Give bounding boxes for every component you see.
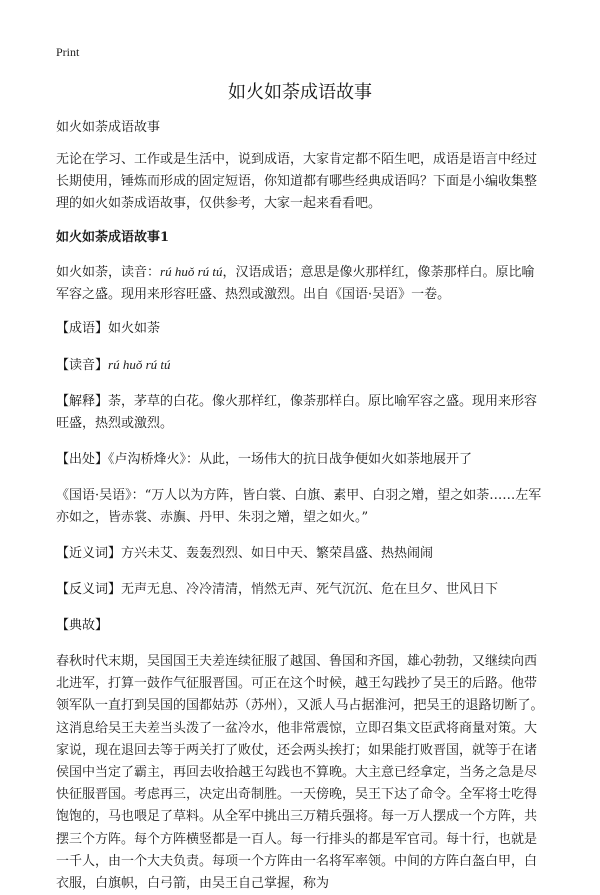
jieshi-line (56, 391, 546, 435)
chengyu-value: 如火如荼 (108, 321, 161, 336)
chuchu-line (56, 449, 546, 471)
page-title: 如火如荼成语故事 (228, 82, 372, 103)
story-paragraph: 春秋时代末期，吴国国王夫差连续征服了越国、鲁国和齐国，雄心勃勃，又继续向西北进军，打算一鼓作气征服晋国。可正在这个时候，越王勾践抄了吴王的后路。他带领军队一直打到吴国的国都姑苏（苏州），又派人马占据淮河，把吴王的退路切断了。这消息给吴王夫差当头泼了一盆冷水，他非常震惊，立即召集文臣武将商量对策。大家说，现在退回去等于两关打了败仗，还会两头挨打；如果能打败晋国，就等于在诸侯国中当定了霸主，再回去收拾越王勾践也不算晚。大主意已经拿定，当务之急是尽快征服晋国。考虑再三，决定出奇制胜。一天傍晚，吴王下达了命令。全军将士吃得饱饱的，马也喂足了草料。从全军中挑出三万精兵强将。每一万人摆成一个方阵，共摆三个方阵。每个方阵横竖都是一百人。每一行排头的都是军官司。每十行，也就是一千人，由一个大夫负责。每项一个方阵由一名将军率领。中间的方阵白盔白甲，白衣服，白旗帜，白弓箭，由吴王自己掌握，称为 (56, 654, 544, 892)
diangu-line (56, 615, 546, 637)
definition-prefix: 如火如荼，读音： (56, 265, 161, 280)
jinyi-value: 方兴未艾、轰轰烈烈、如日中天、繁荣昌盛、热热闹闹 (121, 546, 434, 561)
fanyi-line (56, 579, 546, 601)
intro-paragraph: 无论在学习、工作或是生活中，说到成语，大家肯定都不陌生吧，成语是语言中经过长期使用，锤炼而形成的固定短语，你知道都有哪些经典成语吗？下面是小编收集整理的如火如荼成语故事，仅供参考，大家一起来看看吧。 (56, 152, 538, 211)
jieshi-tag: 【解释】 (56, 394, 109, 409)
jinyi-tag: 【近义词】 (56, 546, 122, 561)
duyin-value: rú huǒ rú tú (108, 357, 171, 372)
chengyu-tag: 【成语】 (56, 321, 109, 336)
article-body (56, 117, 546, 895)
definition-paragraph (56, 261, 546, 306)
definition-pinyin: rú huǒ rú tú (160, 264, 223, 279)
duyin-line (56, 354, 546, 377)
chuchu-tag: 【出处】 (56, 452, 109, 467)
chuchu-value: 《卢沟桥烽火》：从此，一场伟大的抗日战争便如火如荼地展开了 (108, 452, 473, 467)
section-heading: 如火如荼成语故事1 (56, 230, 170, 245)
fanyi-tag: 【反义词】 (56, 582, 122, 597)
duyin-tag: 【读音】 (56, 358, 109, 373)
diangu-tag: 【典故】 (56, 618, 109, 633)
jinyi-line (56, 543, 546, 565)
print-link[interactable]: Print (56, 45, 80, 59)
guoyu-quote: 《国语·吴语》：“万人以为方阵，皆白裳、白旗、素甲、白羽之矰，望之如荼……左军亦如之，皆赤裳、赤旟、丹甲、朱羽之矰，望之如火。” (56, 488, 542, 525)
jieshi-value: 荼，茅草的白花。像火那样红，像荼那样白。原比喻军容之盛。现用来形容旺盛，热烈或激烈。 (56, 394, 538, 431)
chengyu-line (56, 318, 546, 340)
definition-suffix: ，汉语成语；意思是像火那样红，像荼那样白。原比喻军容之盛。现用来形容旺盛、热烈或激烈。出自《国语·吴语》一卷。 (56, 265, 535, 302)
subtitle: 如火如荼成语故事 (56, 120, 161, 135)
fanyi-value: 无声无息、冷冷清清，悄然无声、死气沉沉、危在旦夕、世风日下 (121, 582, 499, 597)
